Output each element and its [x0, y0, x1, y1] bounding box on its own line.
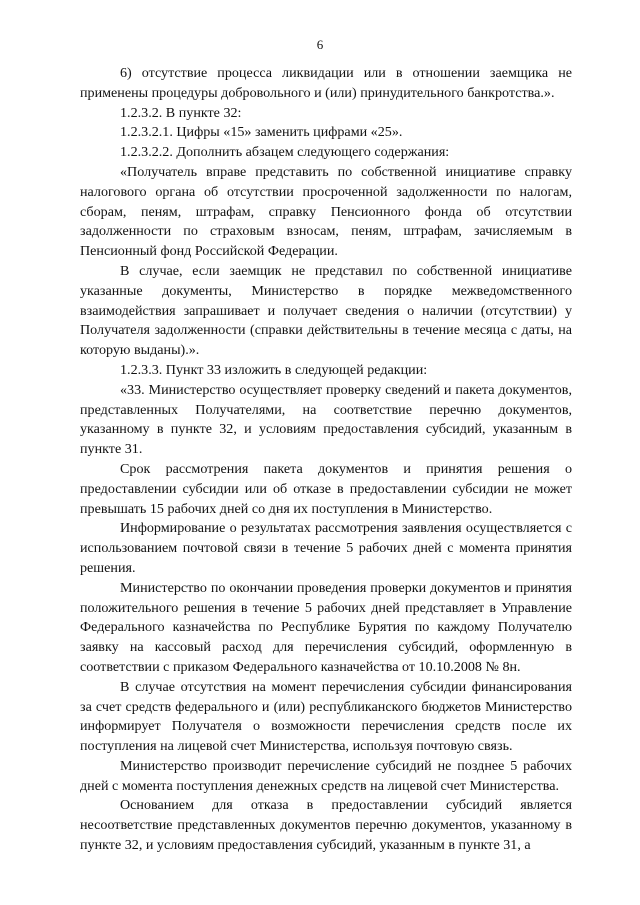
paragraph-tax-certificate: «Получатель вправе представить по собственной инициативе справку налогового органа об отсутствии просроченной задолженности по налогам, сборам, пеням, штрафам, справку Пенсионного фонда об отсутствии задолженности по страховым взносам, пеням, штрафам, зачисляемым в Пенсионный фонд Российской Федерации. — [80, 163, 572, 260]
paragraph-notification: Информирование о результатах рассмотрения заявления осуществляется с использованием почтовой связи в течение 5 рабочих дней с момента принятия решения. — [80, 520, 572, 576]
paragraph-treasury-request: Министерство по окончании проведения проверки документов и принятия положительного решения в течение 5 рабочих дней представляет в Управление Федерального казначейства по Республике Бурятия по каждому Получателю заявку на кассовый расход для перечисления субсидий, оформленную в соответствии с приказом Федерального казначейства от 10.10.2008 № 8н. — [80, 579, 572, 675]
paragraph-transfer-deadline: Министерство производит перечисление субсидий не позднее 5 рабочих дней с момента поступления денежных средств на лицевой счет Министерства. — [80, 757, 572, 794]
paragraph-item-33-edition: 1.2.3.3. Пункт 33 изложить в следующей редакции: — [120, 361, 428, 378]
paragraph-add-section: 1.2.3.2.2. Дополнить абзацем следующего содержания: — [120, 144, 450, 161]
paragraph-item-33-verification: «33. Министерство осуществляет проверку сведений и пакета документов, представленных Получателями, на соответствие перечню документов, указанному в пункте 32, и условиям предоставления субсидий, указанным в пункте 31. — [80, 381, 572, 458]
paragraph-review-deadline: Срок рассмотрения пакета документов и принятия решения о предоставлении субсидии или об отказе в предоставлении субсидии не может превышать 15 рабочих дней со дня их поступления в Министерство. — [80, 460, 572, 517]
paragraph-interagency-request: В случае, если заемщик не представил по собственной инициативе указанные документы, Министерство в порядке межведомственного взаимодействия запрашивает и получает сведения о наличии (отсутствии) у Получателя задолженности (справки действительны в течение месяца с даты, на которую выданы).». — [80, 262, 572, 359]
paragraph-no-funding: В случае отсутствия на момент перечисления субсидии финансирования за счет средств федерального и (или) республиканского бюджетов Министерство информирует Получателя о возможности перечисления средств после их поступления на лицевой счет Министерства, используя почтовую связь. — [80, 678, 572, 755]
document-body — [80, 64, 572, 856]
paragraph-amend-item-32: 1.2.3.2. В пункте 32: — [120, 104, 242, 121]
paragraph-replace-digits: 1.2.3.2.1. Цифры «15» заменить цифрами «25». — [120, 124, 403, 141]
paragraph-bankruptcy-condition: 6) отсутствие процесса ликвидации или в отношении заемщика не применены процедуры добровольного и (или) принудительного банкротства.». — [80, 65, 572, 101]
paragraph-refusal-grounds: Основанием для отказа в предоставлении субсидий является несоответствие представленных документов перечню документов, указанному в пункте 32, и условиям предоставления субсидий, указанным в пункте 31, а — [80, 797, 572, 854]
page-number: 6 — [316, 37, 324, 52]
